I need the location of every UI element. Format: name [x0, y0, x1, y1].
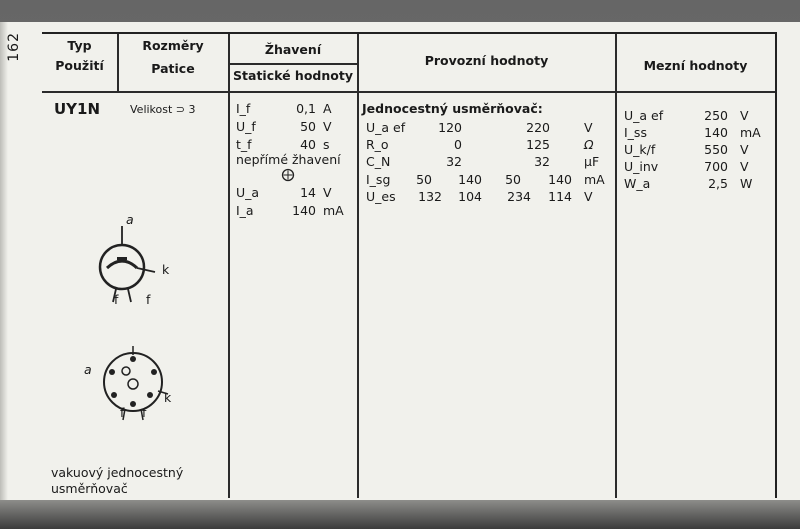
- operating-value: 32: [446, 154, 462, 169]
- operating-unit: μF: [584, 154, 600, 169]
- header-patice: Patice: [151, 61, 195, 76]
- tube-base-diagram: [92, 342, 182, 422]
- column-divider: [615, 34, 617, 498]
- base-filament-label: f: [142, 405, 147, 420]
- operating-title: Jednocestný usměrňovač:: [362, 101, 543, 116]
- base-filament-label: f: [120, 405, 125, 420]
- operating-value: 114: [548, 189, 572, 204]
- operating-unit: mA: [584, 172, 605, 187]
- limit-unit: V: [740, 159, 749, 174]
- limit-value: 140: [704, 125, 728, 140]
- header-staticke: Statické hodnoty: [233, 68, 353, 83]
- heating-symbol: t_f: [236, 137, 252, 152]
- page-number: 162: [6, 32, 22, 62]
- tube-description-line2: usměrňovač: [51, 481, 128, 496]
- limit-unit: V: [740, 108, 749, 123]
- operating-value: 50: [505, 172, 521, 187]
- tube-name: UY1N: [54, 100, 101, 118]
- heating-value: 50: [300, 119, 316, 134]
- filament-label: f: [146, 292, 151, 307]
- limit-symbol: U_inv: [624, 159, 659, 174]
- operating-symbol: U_a ef: [366, 120, 406, 135]
- operating-value: 104: [458, 189, 482, 204]
- limit-unit: mA: [740, 125, 761, 140]
- filament-label: f: [114, 292, 119, 307]
- static-unit: mA: [323, 203, 344, 218]
- limit-value: 550: [704, 142, 728, 157]
- operating-value: 220: [526, 120, 550, 135]
- heating-unit: A: [323, 101, 332, 116]
- header-pouziti: Použití: [55, 58, 104, 73]
- heating-unit: V: [323, 119, 332, 134]
- operating-value: 32: [534, 154, 550, 169]
- heating-unit: s: [323, 137, 330, 152]
- operating-symbol: R_o: [366, 137, 389, 152]
- operating-unit: V: [584, 120, 593, 135]
- cathode-label: k: [162, 262, 170, 277]
- limit-symbol: I_ss: [624, 125, 647, 140]
- header-provozni: Provozní hodnoty: [424, 53, 549, 68]
- static-value: 14: [300, 185, 316, 200]
- limit-symbol: U_k/f: [624, 142, 656, 157]
- heating-symbol: I_f: [236, 101, 251, 116]
- operating-value: 234: [507, 189, 531, 204]
- limit-symbol: U_a ef: [624, 108, 664, 123]
- page-left-shadow: [0, 22, 8, 502]
- operating-unit: Ω: [584, 137, 594, 152]
- limit-symbol: W_a: [624, 176, 651, 191]
- header-bottom-line: [42, 91, 775, 93]
- operating-value: 0: [454, 137, 462, 152]
- operating-symbol: I_sg: [366, 172, 391, 187]
- operating-unit: V: [584, 189, 593, 204]
- operating-value: 132: [418, 189, 442, 204]
- base-cathode-label: k: [164, 390, 172, 405]
- heating-symbol: U_f: [236, 119, 256, 134]
- operating-symbol: U_es: [366, 189, 396, 204]
- heater-symbol-icon: [281, 168, 295, 182]
- limit-unit: W: [740, 176, 753, 191]
- heating-note: nepřímé žhavení: [236, 152, 341, 167]
- operating-value: 140: [548, 172, 572, 187]
- page-bottom-shadow: [0, 500, 800, 529]
- limit-unit: V: [740, 142, 749, 157]
- static-value: 140: [292, 203, 316, 218]
- limit-value: 700: [704, 159, 728, 174]
- operating-value: 50: [416, 172, 432, 187]
- header-rozmery: Rozměry: [142, 38, 204, 53]
- heating-value: 40: [300, 137, 316, 152]
- operating-symbol: C_N: [366, 154, 391, 169]
- header-typ: Typ: [67, 38, 92, 53]
- static-symbol: I_a: [236, 203, 254, 218]
- column-divider: [228, 34, 230, 498]
- tube-description-line1: vakuový jednocestný: [51, 465, 184, 480]
- static-unit: V: [323, 185, 332, 200]
- column-divider: [357, 34, 359, 498]
- operating-value: 120: [438, 120, 462, 135]
- tube-size: Velikost ⊃ 3: [130, 103, 196, 116]
- limit-value: 2,5: [708, 176, 728, 191]
- base-anode-label: a: [84, 362, 92, 377]
- anode-label: a: [126, 212, 134, 227]
- operating-value: 140: [458, 172, 482, 187]
- header-zhaveni: Žhavení: [264, 42, 322, 57]
- header-mezni: Mezní hodnoty: [643, 58, 748, 73]
- limit-value: 250: [704, 108, 728, 123]
- operating-value: 125: [526, 137, 550, 152]
- heating-value: 0,1: [296, 101, 316, 116]
- static-symbol: U_a: [236, 185, 260, 200]
